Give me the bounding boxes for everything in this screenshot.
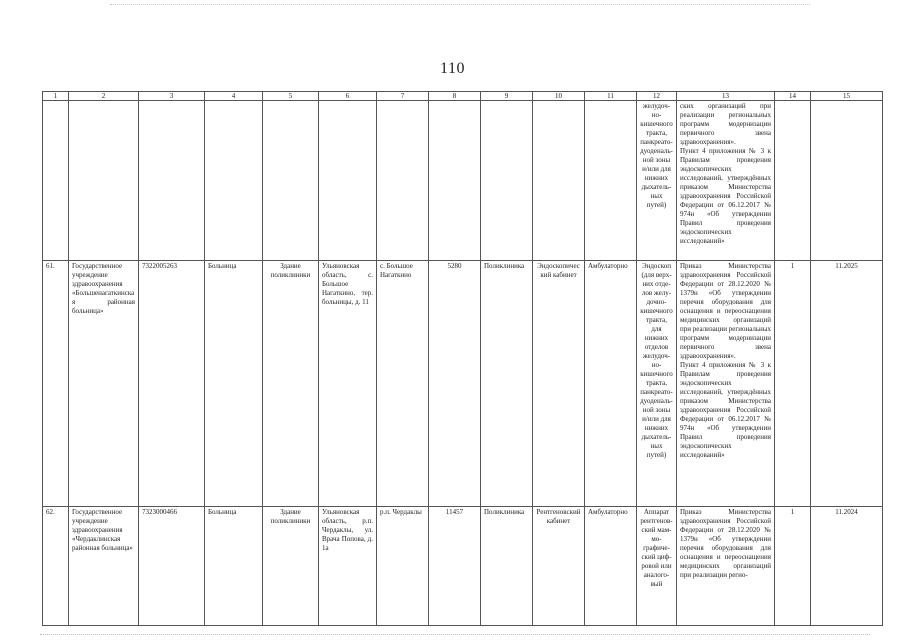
column-header: 13 (677, 92, 775, 101)
cell-locality: с. Большое Нагаткино (377, 261, 429, 507)
column-header: 4 (205, 92, 263, 101)
cell-number: 61. (43, 261, 69, 507)
cell-building (263, 101, 319, 261)
column-header: 8 (429, 92, 481, 101)
column-header: 6 (319, 92, 377, 101)
cell-address: Ульяновская область, с. Большое Нагаткино, тер. больницы, д. 11 (319, 261, 377, 507)
cell-care-form: Амбулаторно (585, 507, 637, 626)
cell-population (429, 101, 481, 261)
cell-building: Здание поликлиники (263, 507, 319, 626)
cell-organization (69, 101, 139, 261)
column-header: 10 (533, 92, 585, 101)
cell-population: 5280 (429, 261, 481, 507)
column-header: 7 (377, 92, 429, 101)
column-header: 15 (811, 92, 883, 101)
cell-unit (481, 101, 533, 261)
cell-organization: Государственное учреждение здравоохранения «Большенагаткинская районная больница» (69, 261, 139, 507)
cell-deadline: 11.2025 (811, 261, 883, 507)
cell-basis: Приказ Министерства здравоохранения Российской Федерации от 28.12.2020 № 1379н «Об утверждении перечня оборудования для оснащения и переоснащения медицинских организаций при реализации региональных программ модернизации первичного звена здравоохранения». Пункт 4 приложения № 3 к Правилам проведения эндоскопических исследований, утверждённых приказом Министерства здравоохранения Российской Федерации от 06.12.2017 № 974н «Об утверждении Правил проведения эндоскопических исследований» (677, 261, 775, 507)
cell-number: 62. (43, 507, 69, 626)
cell-deadline (811, 101, 883, 261)
cell-type: Больница (205, 261, 263, 507)
cell-population: 11457 (429, 507, 481, 626)
cell-basis: ских организаций при реализации региональных программ модернизации первичного звена здравоохранения». Пункт 4 приложения № 3 к Правилам проведения эндоскопических исследований, утверждённых приказом Министерства здравоохранения Российской Федерации от 06.12.2017 № 974н «Об утверждении Правил проведения эндоскопических исследований» (677, 101, 775, 261)
cell-equipment: Аппарат рентгенов- ский мам- мо- графиче- ский циф- ровой или аналого- вый (637, 507, 677, 626)
column-header: 11 (585, 92, 637, 101)
cell-organization: Государственное учреждение здравоохранения «Чердаклинская районная больница» (69, 507, 139, 626)
cell-address (319, 101, 377, 261)
cell-type: Больница (205, 507, 263, 626)
column-header: 5 (263, 92, 319, 101)
cell-address: Ульяновская область, р.п. Чердаклы, ул. Врача Попова, д. 1а (319, 507, 377, 626)
column-header: 2 (69, 92, 139, 101)
cell-cabinet: Эндоскопический кабинет (533, 261, 585, 507)
cell-care-form (585, 101, 637, 261)
page-number: 110 (440, 60, 465, 77)
cell-quantity (775, 101, 811, 261)
column-number-row (43, 92, 883, 101)
cell-deadline: 11.2024 (811, 507, 883, 626)
cell-basis: Приказ Министерства здравоохранения Российской Федерации от 28.12.2020 № 1379н «Об утверждении перечня оборудования для оснащения и переоснащения медицинских организаций при реализации регио- (677, 507, 775, 626)
column-header: 3 (139, 92, 205, 101)
cell-building: Здание поликлиники (263, 261, 319, 507)
column-header: 1 (43, 92, 69, 101)
table-row (43, 261, 883, 507)
scan-edge-top (110, 4, 810, 6)
cell-inn (139, 101, 205, 261)
cell-inn: 7322005263 (139, 261, 205, 507)
cell-number (43, 101, 69, 261)
equipment-table (42, 91, 883, 626)
cell-cabinet (533, 101, 585, 261)
cell-cabinet: Рентгеновский кабинет (533, 507, 585, 626)
cell-type (205, 101, 263, 261)
cell-locality: р.п. Чердаклы (377, 507, 429, 626)
cell-quantity: 1 (775, 261, 811, 507)
scan-edge-bottom (40, 634, 870, 636)
cell-inn: 7323000466 (139, 507, 205, 626)
cell-quantity: 1 (775, 507, 811, 626)
cell-equipment: Эндоскоп (для верх- них отде- лов желу- дочно- кишечного тракта, для нижних отделов желудоч- но- кишечного тракта, панкреато- дуоденаль- ной зоны и/или для нижних дыхатель- ных путей) (637, 261, 677, 507)
cell-unit: Поликлиника (481, 507, 533, 626)
cell-care-form: Амбулаторно (585, 261, 637, 507)
column-header: 14 (775, 92, 811, 101)
cell-equipment: желудоч- но- кишечного тракта, панкреато- дуоденаль- ной зоны и/или для нижних дыхатель- ных путей) (637, 101, 677, 261)
cell-locality (377, 101, 429, 261)
cell-unit: Поликлиника (481, 261, 533, 507)
column-header: 12 (637, 92, 677, 101)
table-row (43, 507, 883, 626)
table-row (43, 101, 883, 261)
column-header: 9 (481, 92, 533, 101)
